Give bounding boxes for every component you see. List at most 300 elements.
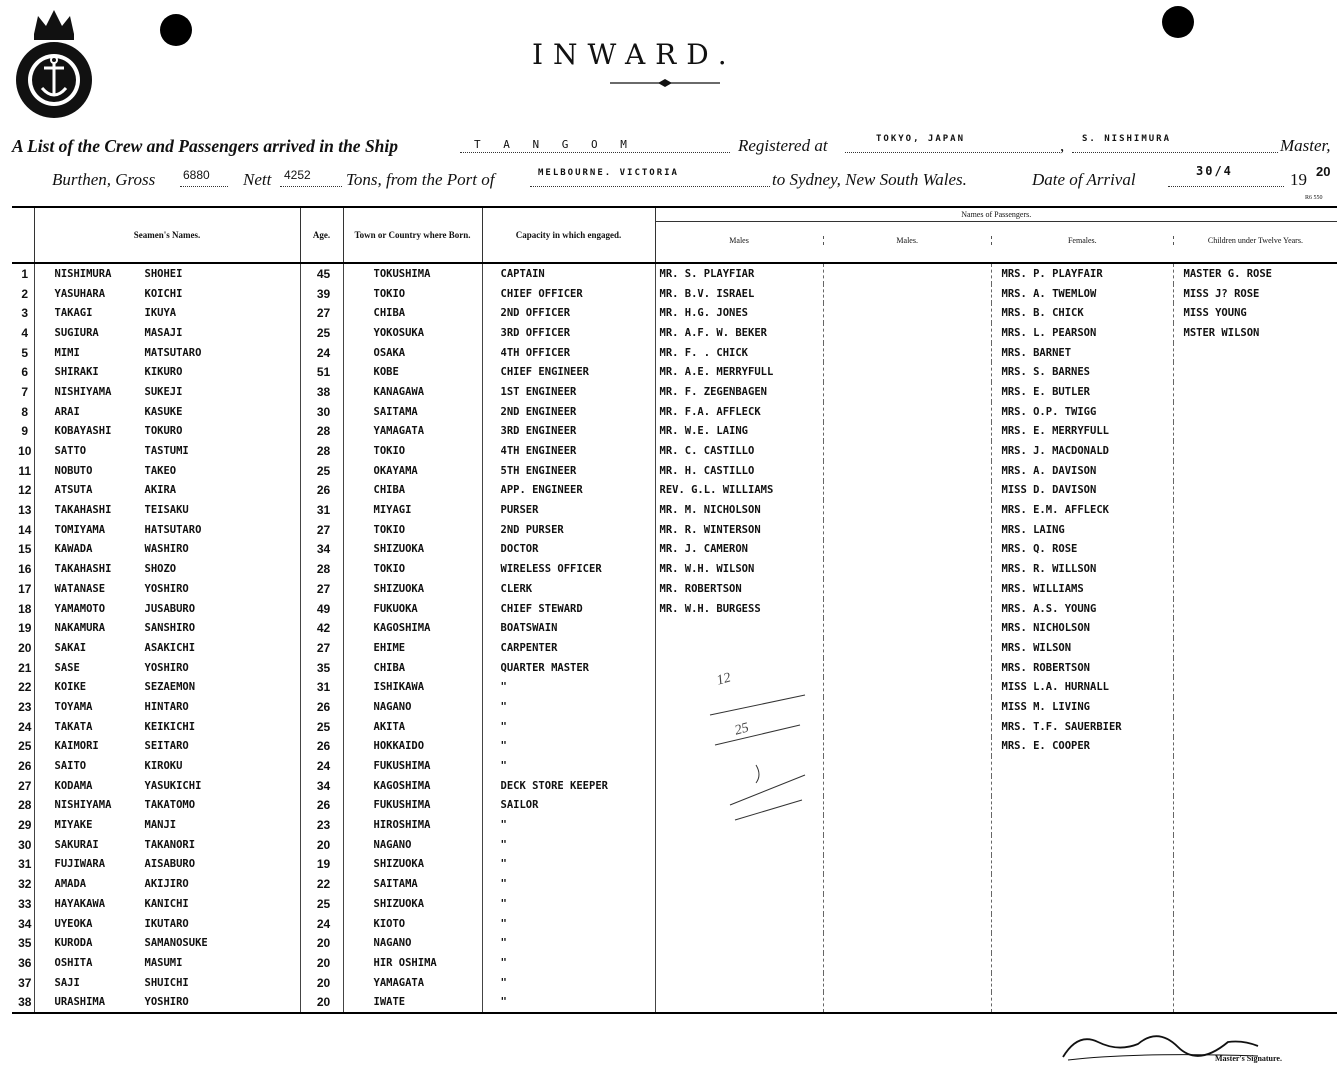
seaman-name	[34, 677, 300, 697]
title-ornament	[610, 78, 720, 88]
seaman-name	[34, 599, 300, 619]
passenger-male: MR. J. CAMERON	[655, 540, 823, 560]
passenger-female	[991, 776, 1173, 796]
seaman-birthplace: SAITAMA	[343, 874, 482, 894]
seaman-name	[34, 382, 300, 402]
seaman-surname: MIMI	[54, 346, 80, 359]
table-row	[12, 579, 1337, 599]
seaman-age: 28	[300, 441, 343, 461]
seaman-birthplace: IWATE	[343, 992, 482, 1013]
table-row	[12, 461, 1337, 481]
table-row	[12, 263, 1337, 284]
seaman-age: 34	[300, 540, 343, 560]
seaman-name	[34, 402, 300, 422]
passenger-child	[1173, 835, 1337, 855]
table-row	[12, 677, 1337, 697]
passenger-male	[655, 992, 823, 1013]
passenger-child	[1173, 422, 1337, 442]
seaman-given-name: HINTARO	[144, 700, 189, 713]
row-number: 24	[18, 719, 32, 734]
seaman-age: 34	[300, 776, 343, 796]
table-row	[12, 835, 1337, 855]
passenger-male: MR. W.H. BURGESS	[655, 599, 823, 619]
row-number: 2	[21, 286, 29, 301]
seaman-birthplace: SHIZUOKA	[343, 540, 482, 560]
seaman-surname: KODAMA	[54, 779, 93, 792]
seaman-given-name: ASAKICHI	[144, 641, 196, 654]
passenger-male-2	[823, 323, 991, 343]
passenger-child	[1173, 992, 1337, 1013]
seaman-surname: NISHIMURA	[54, 267, 112, 280]
passenger-child	[1173, 717, 1337, 737]
seaman-given-name: KEIKICHI	[144, 720, 196, 733]
seaman-name	[34, 855, 300, 875]
seaman-given-name: TAKATOMO	[144, 799, 196, 812]
passenger-male-2	[823, 638, 991, 658]
seaman-name	[34, 520, 300, 540]
col-capacity: Capacity in which engaged.	[482, 207, 655, 263]
passenger-male-2	[823, 263, 991, 284]
seaman-given-name: AISABURO	[144, 858, 196, 871]
row-number: 25	[18, 739, 32, 754]
seaman-capacity: "	[482, 953, 655, 973]
passenger-male	[655, 933, 823, 953]
passenger-male-2	[823, 402, 991, 422]
passenger-child	[1173, 737, 1337, 757]
seaman-birthplace: KIOTO	[343, 914, 482, 934]
table-row	[12, 756, 1337, 776]
seaman-name	[34, 481, 300, 501]
seaman-age: 27	[300, 638, 343, 658]
seaman-given-name: TASTUMI	[144, 445, 189, 458]
passenger-child	[1173, 776, 1337, 796]
seaman-birthplace: CHIBA	[343, 303, 482, 323]
passenger-male: MR. B.V. ISRAEL	[655, 284, 823, 304]
passenger-male-2	[823, 737, 991, 757]
passenger-male-2	[823, 933, 991, 953]
row-number: 35	[18, 936, 32, 951]
passenger-male	[655, 874, 823, 894]
seaman-capacity: WIRELESS OFFICER	[482, 559, 655, 579]
table-row	[12, 796, 1337, 816]
seaman-capacity: "	[482, 677, 655, 697]
seaman-capacity: DOCTOR	[482, 540, 655, 560]
passenger-male-2	[823, 874, 991, 894]
seaman-surname: KURODA	[54, 937, 93, 950]
seaman-name	[34, 914, 300, 934]
seaman-name	[34, 303, 300, 323]
seaman-birthplace: SHIZUOKA	[343, 894, 482, 914]
passenger-female	[991, 973, 1173, 993]
passenger-child	[1173, 894, 1337, 914]
row-number: 12	[18, 483, 32, 498]
row-number: 22	[18, 680, 32, 695]
seaman-birthplace: TOKIO	[343, 284, 482, 304]
passenger-child	[1173, 973, 1337, 993]
col-males-2: Males.	[823, 236, 991, 245]
passengers-heading: Names of Passengers.	[656, 208, 1338, 222]
passenger-child	[1173, 540, 1337, 560]
seaman-birthplace: TOKIO	[343, 520, 482, 540]
passenger-child	[1173, 362, 1337, 382]
seaman-surname: TOYAMA	[54, 700, 93, 713]
passenger-male-2	[823, 815, 991, 835]
seaman-surname: YAMAMOTO	[54, 602, 106, 615]
seaman-capacity: CAPTAIN	[482, 263, 655, 284]
passenger-male-2	[823, 559, 991, 579]
passenger-male: MR. A.E. MERRYFULL	[655, 362, 823, 382]
col-seamen-names: Seamen's Names.	[34, 207, 300, 263]
table-row	[12, 697, 1337, 717]
seaman-age: 38	[300, 382, 343, 402]
seaman-given-name: IKUTARO	[144, 917, 189, 930]
seaman-birthplace: OKAYAMA	[343, 461, 482, 481]
seaman-birthplace: SHIZUOKA	[343, 855, 482, 875]
passenger-female	[991, 874, 1173, 894]
seaman-age: 28	[300, 422, 343, 442]
arrival-label: Date of Arrival	[1032, 170, 1136, 189]
table-row	[12, 618, 1337, 638]
seaman-name	[34, 756, 300, 776]
passenger-female: MRS. O.P. TWIGG	[991, 402, 1173, 422]
seaman-given-name: YASUKICHI	[144, 779, 202, 792]
seaman-surname: SATTO	[54, 445, 87, 458]
col-birthplace: Town or Country where Born.	[343, 207, 482, 263]
passenger-male: MR. R. WINTERSON	[655, 520, 823, 540]
passenger-male	[655, 894, 823, 914]
seaman-given-name: SHOZO	[144, 563, 177, 576]
passenger-child	[1173, 815, 1337, 835]
seaman-name	[34, 737, 300, 757]
seaman-name	[34, 697, 300, 717]
passenger-male-2	[823, 894, 991, 914]
seaman-surname: SAKURAI	[54, 838, 99, 851]
table-row	[12, 894, 1337, 914]
margin-note-1: 12	[715, 670, 733, 689]
seaman-age: 26	[300, 697, 343, 717]
seaman-age: 20	[300, 973, 343, 993]
seaman-surname: KOIKE	[54, 681, 87, 694]
registered-label: Registered at	[738, 136, 828, 155]
seaman-surname: SASE	[54, 661, 80, 674]
seaman-surname: AMADA	[54, 878, 87, 891]
seaman-capacity: BOATSWAIN	[482, 618, 655, 638]
year-suffix: 20	[1316, 164, 1331, 179]
table-row	[12, 717, 1337, 737]
passenger-female: MRS. B. CHICK	[991, 303, 1173, 323]
passenger-male: MR. H.G. JONES	[655, 303, 823, 323]
col-no	[12, 207, 34, 263]
seaman-capacity: "	[482, 992, 655, 1013]
seaman-birthplace: SHIZUOKA	[343, 579, 482, 599]
seaman-surname: URASHIMA	[54, 996, 106, 1009]
passenger-child	[1173, 658, 1337, 678]
col-passengers-group	[655, 207, 1337, 263]
seaman-age: 20	[300, 953, 343, 973]
passenger-male-2	[823, 303, 991, 323]
seaman-given-name: SANSHIRO	[144, 622, 196, 635]
seaman-given-name: MASUMI	[144, 956, 183, 969]
seaman-capacity: "	[482, 737, 655, 757]
row-number: 9	[21, 424, 29, 439]
seaman-name	[34, 658, 300, 678]
seaman-age: 39	[300, 284, 343, 304]
passenger-child	[1173, 481, 1337, 501]
row-number: 29	[18, 818, 32, 833]
passenger-child	[1173, 874, 1337, 894]
passenger-female	[991, 992, 1173, 1013]
seaman-age: 31	[300, 677, 343, 697]
passenger-child	[1173, 402, 1337, 422]
passenger-male-2	[823, 461, 991, 481]
seaman-given-name: SAMANOSUKE	[144, 937, 208, 950]
seaman-age: 24	[300, 343, 343, 363]
passenger-male: MR. M. NICHOLSON	[655, 500, 823, 520]
seaman-birthplace: KAGOSHIMA	[343, 618, 482, 638]
seaman-given-name: YOSHIRO	[144, 661, 189, 674]
table-row	[12, 855, 1337, 875]
passenger-male: MR. A.F. W. BEKER	[655, 323, 823, 343]
seaman-surname: TOMIYAMA	[54, 523, 106, 536]
seaman-given-name: WASHIRO	[144, 543, 189, 556]
passenger-male: MR. H. CASTILLO	[655, 461, 823, 481]
seaman-name	[34, 874, 300, 894]
seaman-capacity: CARPENTER	[482, 638, 655, 658]
seaman-given-name: MATSUTARO	[144, 346, 202, 359]
seaman-given-name: HATSUTARO	[144, 523, 202, 536]
seaman-capacity: 2ND PURSER	[482, 520, 655, 540]
page-title: INWARD.	[532, 38, 737, 71]
passenger-child	[1173, 914, 1337, 934]
passenger-male: MR. W.E. LAING	[655, 422, 823, 442]
passenger-male-2	[823, 520, 991, 540]
seaman-surname: TAKATA	[54, 720, 93, 733]
passenger-female	[991, 756, 1173, 776]
passenger-child	[1173, 599, 1337, 619]
row-number: 20	[18, 640, 32, 655]
seaman-birthplace: AKITA	[343, 717, 482, 737]
passenger-female: MRS. Q. ROSE	[991, 540, 1173, 560]
seaman-name	[34, 973, 300, 993]
passenger-male-2	[823, 717, 991, 737]
col-males-1: Males	[729, 235, 749, 245]
seaman-age: 25	[300, 323, 343, 343]
passenger-female: MRS. E. COOPER	[991, 737, 1173, 757]
seaman-capacity: CHIEF OFFICER	[482, 284, 655, 304]
passenger-male	[655, 638, 823, 658]
seaman-surname: ARAI	[54, 405, 80, 418]
table-row	[12, 815, 1337, 835]
passenger-child	[1173, 441, 1337, 461]
passenger-female: MRS. LAING	[991, 520, 1173, 540]
passenger-female	[991, 894, 1173, 914]
passenger-female: MRS. J. MACDONALD	[991, 441, 1173, 461]
table-row	[12, 284, 1337, 304]
seaman-age: 20	[300, 835, 343, 855]
passenger-female: MRS. S. BARNES	[991, 362, 1173, 382]
seaman-age: 26	[300, 796, 343, 816]
seaman-age: 49	[300, 599, 343, 619]
seaman-surname: UYEOKA	[54, 917, 93, 930]
seaman-surname: NAKAMURA	[54, 622, 106, 635]
col-age: Age.	[300, 207, 343, 263]
table-row	[12, 638, 1337, 658]
seaman-name	[34, 461, 300, 481]
gross-tonnage: 6880	[183, 168, 210, 182]
passenger-female: MRS. P. PLAYFAIR	[991, 263, 1173, 284]
passenger-female: MRS. E.M. AFFLECK	[991, 500, 1173, 520]
seaman-given-name: SEITARO	[144, 740, 189, 753]
seaman-birthplace: CHIBA	[343, 658, 482, 678]
passenger-child	[1173, 618, 1337, 638]
seaman-given-name: KOICHI	[144, 287, 183, 300]
seaman-name	[34, 796, 300, 816]
seaman-capacity: "	[482, 835, 655, 855]
seaman-name	[34, 992, 300, 1013]
passenger-male-2	[823, 973, 991, 993]
list-title-label: A List of the Crew and Passengers arrived in the Ship	[12, 136, 399, 156]
passenger-child	[1173, 855, 1337, 875]
seaman-age: 35	[300, 658, 343, 678]
seaman-name	[34, 835, 300, 855]
seaman-capacity: "	[482, 933, 655, 953]
registered-at-value: TOKYO, JAPAN	[876, 134, 966, 144]
seaman-age: 19	[300, 855, 343, 875]
seaman-birthplace: TOKIO	[343, 559, 482, 579]
row-number: 23	[18, 699, 32, 714]
seaman-age: 28	[300, 559, 343, 579]
passenger-female: MRS. A. DAVISON	[991, 461, 1173, 481]
passenger-male-2	[823, 441, 991, 461]
seaman-age: 25	[300, 461, 343, 481]
seaman-given-name: YOSHIRO	[144, 582, 189, 595]
seaman-name	[34, 933, 300, 953]
seaman-birthplace: NAGANO	[343, 933, 482, 953]
seaman-age: 24	[300, 756, 343, 776]
seaman-age: 42	[300, 618, 343, 638]
passenger-male	[655, 855, 823, 875]
seaman-capacity: CHIEF STEWARD	[482, 599, 655, 619]
seaman-surname: KOBAYASHI	[54, 425, 112, 438]
passenger-male-2	[823, 284, 991, 304]
seaman-age: 24	[300, 914, 343, 934]
seaman-age: 27	[300, 303, 343, 323]
table-row	[12, 599, 1337, 619]
year-prefix: 19	[1290, 170, 1307, 189]
seaman-birthplace: YAMAGATA	[343, 973, 482, 993]
seaman-capacity: "	[482, 874, 655, 894]
passenger-child	[1173, 579, 1337, 599]
passenger-male-2	[823, 540, 991, 560]
table-row	[12, 520, 1337, 540]
seaman-surname: WATANASE	[54, 582, 106, 595]
table-row	[12, 540, 1337, 560]
seaman-name	[34, 815, 300, 835]
passenger-male-2	[823, 756, 991, 776]
seaman-capacity: "	[482, 855, 655, 875]
passenger-male-2	[823, 500, 991, 520]
passenger-female: MRS. NICHOLSON	[991, 618, 1173, 638]
table-row	[12, 500, 1337, 520]
seaman-name	[34, 579, 300, 599]
seaman-capacity: 2ND ENGINEER	[482, 402, 655, 422]
seaman-capacity: "	[482, 973, 655, 993]
punch-hole-left	[160, 14, 192, 46]
row-number: 15	[18, 542, 32, 557]
passenger-child	[1173, 382, 1337, 402]
table-row	[12, 933, 1337, 953]
passenger-female: MRS. WILLIAMS	[991, 579, 1173, 599]
seaman-age: 31	[300, 500, 343, 520]
seaman-surname: HAYAKAWA	[54, 897, 106, 910]
passenger-male-2	[823, 422, 991, 442]
passenger-male-2	[823, 796, 991, 816]
table-row	[12, 422, 1337, 442]
seaman-surname: TAKAHASHI	[54, 563, 112, 576]
row-number: 36	[18, 955, 32, 970]
seaman-birthplace: HIROSHIMA	[343, 815, 482, 835]
seaman-surname: KAIMORI	[54, 740, 99, 753]
passenger-female: MRS. E. MERRYFULL	[991, 422, 1173, 442]
table-row	[12, 481, 1337, 501]
seaman-given-name: TEISAKU	[144, 504, 189, 517]
table-row	[12, 382, 1337, 402]
seaman-birthplace: ISHIKAWA	[343, 677, 482, 697]
row-number: 7	[21, 384, 29, 399]
passenger-child	[1173, 520, 1337, 540]
seaman-age: 20	[300, 992, 343, 1013]
seaman-capacity: 3RD ENGINEER	[482, 422, 655, 442]
passenger-child: MSTER WILSON	[1173, 323, 1337, 343]
seaman-age: 20	[300, 933, 343, 953]
passenger-male	[655, 914, 823, 934]
ship-name: T A N G O M	[474, 138, 635, 151]
seaman-birthplace: HOKKAIDO	[343, 737, 482, 757]
master-name-value: S. NISHIMURA	[1082, 134, 1172, 144]
seaman-birthplace: KANAGAWA	[343, 382, 482, 402]
row-number: 32	[18, 877, 32, 892]
passenger-child	[1173, 343, 1337, 363]
seaman-capacity: "	[482, 914, 655, 934]
row-number: 34	[18, 916, 32, 931]
seaman-capacity: PURSER	[482, 500, 655, 520]
row-number: 30	[18, 837, 32, 852]
row-number: 28	[18, 798, 32, 813]
seaman-age: 25	[300, 717, 343, 737]
seaman-name	[34, 500, 300, 520]
seaman-capacity: "	[482, 815, 655, 835]
seaman-given-name: MANJI	[144, 819, 177, 832]
passenger-male: MR. F. ZEGENBAGEN	[655, 382, 823, 402]
seaman-given-name: IKUYA	[144, 307, 177, 320]
passenger-male-2	[823, 481, 991, 501]
seaman-surname: NISHIYAMA	[54, 799, 112, 812]
table-row	[12, 343, 1337, 363]
row-number: 16	[18, 562, 32, 577]
seaman-birthplace: YOKOSUKA	[343, 323, 482, 343]
passenger-child	[1173, 756, 1337, 776]
passenger-male: MR. ROBERTSON	[655, 579, 823, 599]
seaman-given-name: KASUKE	[144, 405, 183, 418]
row-number: 31	[18, 857, 32, 872]
seaman-birthplace: FUKUSHIMA	[343, 756, 482, 776]
seaman-birthplace: FUKUSHIMA	[343, 796, 482, 816]
passenger-child	[1173, 677, 1337, 697]
seaman-given-name: SHUICHI	[144, 976, 189, 989]
seaman-surname: YASUHARA	[54, 287, 106, 300]
row-number: 8	[21, 404, 29, 419]
row-number: 26	[18, 759, 32, 774]
